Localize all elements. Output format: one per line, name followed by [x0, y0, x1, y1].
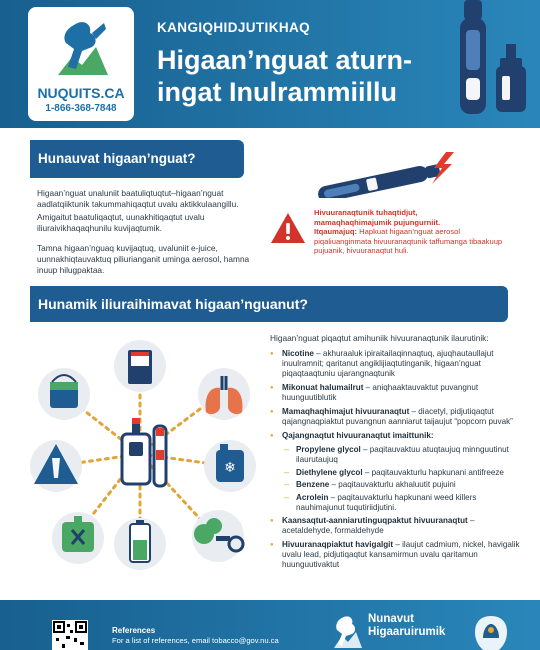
warning-text [314, 208, 514, 256]
ingredient-subitem: – Propylene glycol – paqitauvaktuu atuqtaujuq minnguutinut ilaurutaujuq [270, 445, 525, 465]
qr-code-icon[interactable] [52, 620, 88, 650]
section2-heading: Hunamik iliuraihimavat higaan’nguanut? [30, 286, 508, 322]
exhaust-smoke-icon [192, 510, 244, 562]
ingredient-item: ● Hivuuranaqpiaktut havigalgit – ilaujut cadmium, nickel, havigalik uvalu lead, pidjutiqaqtut kansamirmun uvalu qaritamun huunguutivaktut [270, 540, 525, 571]
svg-text:❄: ❄ [224, 460, 236, 476]
government-seal-icon [473, 614, 509, 650]
section1-heading: Hunauvat higaan’nguat? [30, 140, 244, 178]
ingredient-subitem: – Benzene – paqitauvakturlu akhaluutit pujuini [270, 480, 525, 490]
warning-line-2: mamaqhaqhimajumik pujungurniit. [314, 217, 441, 227]
page-header [0, 0, 540, 128]
logo-line-1: Nunavut [368, 613, 414, 625]
vape-pen-icon [312, 148, 462, 198]
ingredients-diagram [28, 338, 258, 570]
section1-paragraph-3: Tamna higaan’nguaq kuvijaqtuq, uvaluniit e-juice, uunnakhiqtauvaktuq piliurianganit uminga aerosol, hamna inuup hilugpaktaa. [37, 243, 250, 275]
warning-callout [270, 208, 515, 260]
logo-line-2: Higaaruirumik [368, 626, 446, 638]
nunavut-logo-text [368, 613, 445, 639]
references-title: References [112, 626, 156, 635]
hazard-triangle-icon [30, 440, 82, 492]
antifreeze-jug-icon [204, 440, 256, 492]
vape-device-illustration [456, 0, 540, 128]
warning-line-1: Hivuuranaqtunik tuhaqtidjut, [314, 208, 418, 217]
page-title: Higaan’nguat aturn-ingat Inulrammiillu [157, 45, 412, 107]
cigarette-pack-icon [114, 340, 166, 392]
logo-name: NUQUITS.CA [37, 85, 125, 101]
ingredient-subitem: – Diethylene glycol – paqitauvakturlu hapkunani antifreeze [270, 468, 525, 478]
section1-paragraph-2: Amigaitut baatuliqaqtut, uunakhitiqaqtut uvalu iliuraivikhaqaqhunilu kuvijaqtumik. [37, 212, 205, 233]
ingredient-subitem: – Acrolein – paqitauvakturlu hapkunani weed killers nauhimajunut tuqutiriidjutini. [270, 493, 525, 513]
ingredient-item: ● Qajangnaqtut hivuuranaqtut imaittunik: [270, 431, 525, 441]
ingredient-item: ● Kaansaqtut-aanniarutinguqpaktut hivuuranaqtut – acetaldehyde, formaldehyde [270, 516, 525, 536]
logo-phone: 1-866-368-7848 [45, 103, 117, 114]
lungs-icon [198, 368, 250, 420]
ingredient-item: ● Mamaqhaqhimajut hivuuranaqtut – diacetyl, pidjutiqaqtut qajangnaqpiaktut puvangnun aanniarut taijaujut “popcorn puvak” [270, 407, 525, 427]
vape-kit-icon [122, 418, 166, 486]
section1-paragraph-1: Higaan’nguat unaluniit baatuliqtuqtut–higaan’nguat aadlatqiiktunik takummahiqaqtut uvalu aktikkulaangillu. [37, 188, 239, 209]
ingredient-list [270, 349, 525, 574]
warning-lead: Itqaumajuq: [314, 227, 358, 237]
nuquits-figure-icon [52, 17, 110, 83]
section2-intro: Higaan’nguat piqaqtut amihuniik hivuuranaqtunik ilaurutinik: [270, 333, 489, 343]
kicker: KANGIQHIDJUTIKHAQ [157, 20, 311, 35]
references-text[interactable]: For a list of references, email tobacco@gov.nu.ca [112, 636, 279, 645]
ingredient-item: ● Nicotine – akhuraaluk ipiraitailaqinnaqtuq, ajuqhautaullajut inuulramnit; qaritanut angiklijiaqtutinganik, higaan’nguat piqaqtaaqtuniu ujarangnaqtunik [270, 349, 525, 380]
nunavut-figure-icon [330, 614, 364, 650]
page-footer [0, 600, 540, 650]
nuquits-logo[interactable] [28, 7, 134, 121]
paint-can-icon [38, 368, 90, 420]
ingredient-item: ● Mikonuat halumailrut – aniqhaaktauvaktut puvangnut huunguutiblutik [270, 383, 525, 403]
warning-rest: Hapkuat higaan’nguat aerosol piqaliuanginmata hivuuranaqtunik taffumanga tibaakuup pujuanik, hivuuranaqtut huli. [314, 227, 503, 256]
poison-container-icon [52, 512, 104, 564]
battery-icon [114, 518, 166, 570]
warning-icon [270, 212, 306, 244]
